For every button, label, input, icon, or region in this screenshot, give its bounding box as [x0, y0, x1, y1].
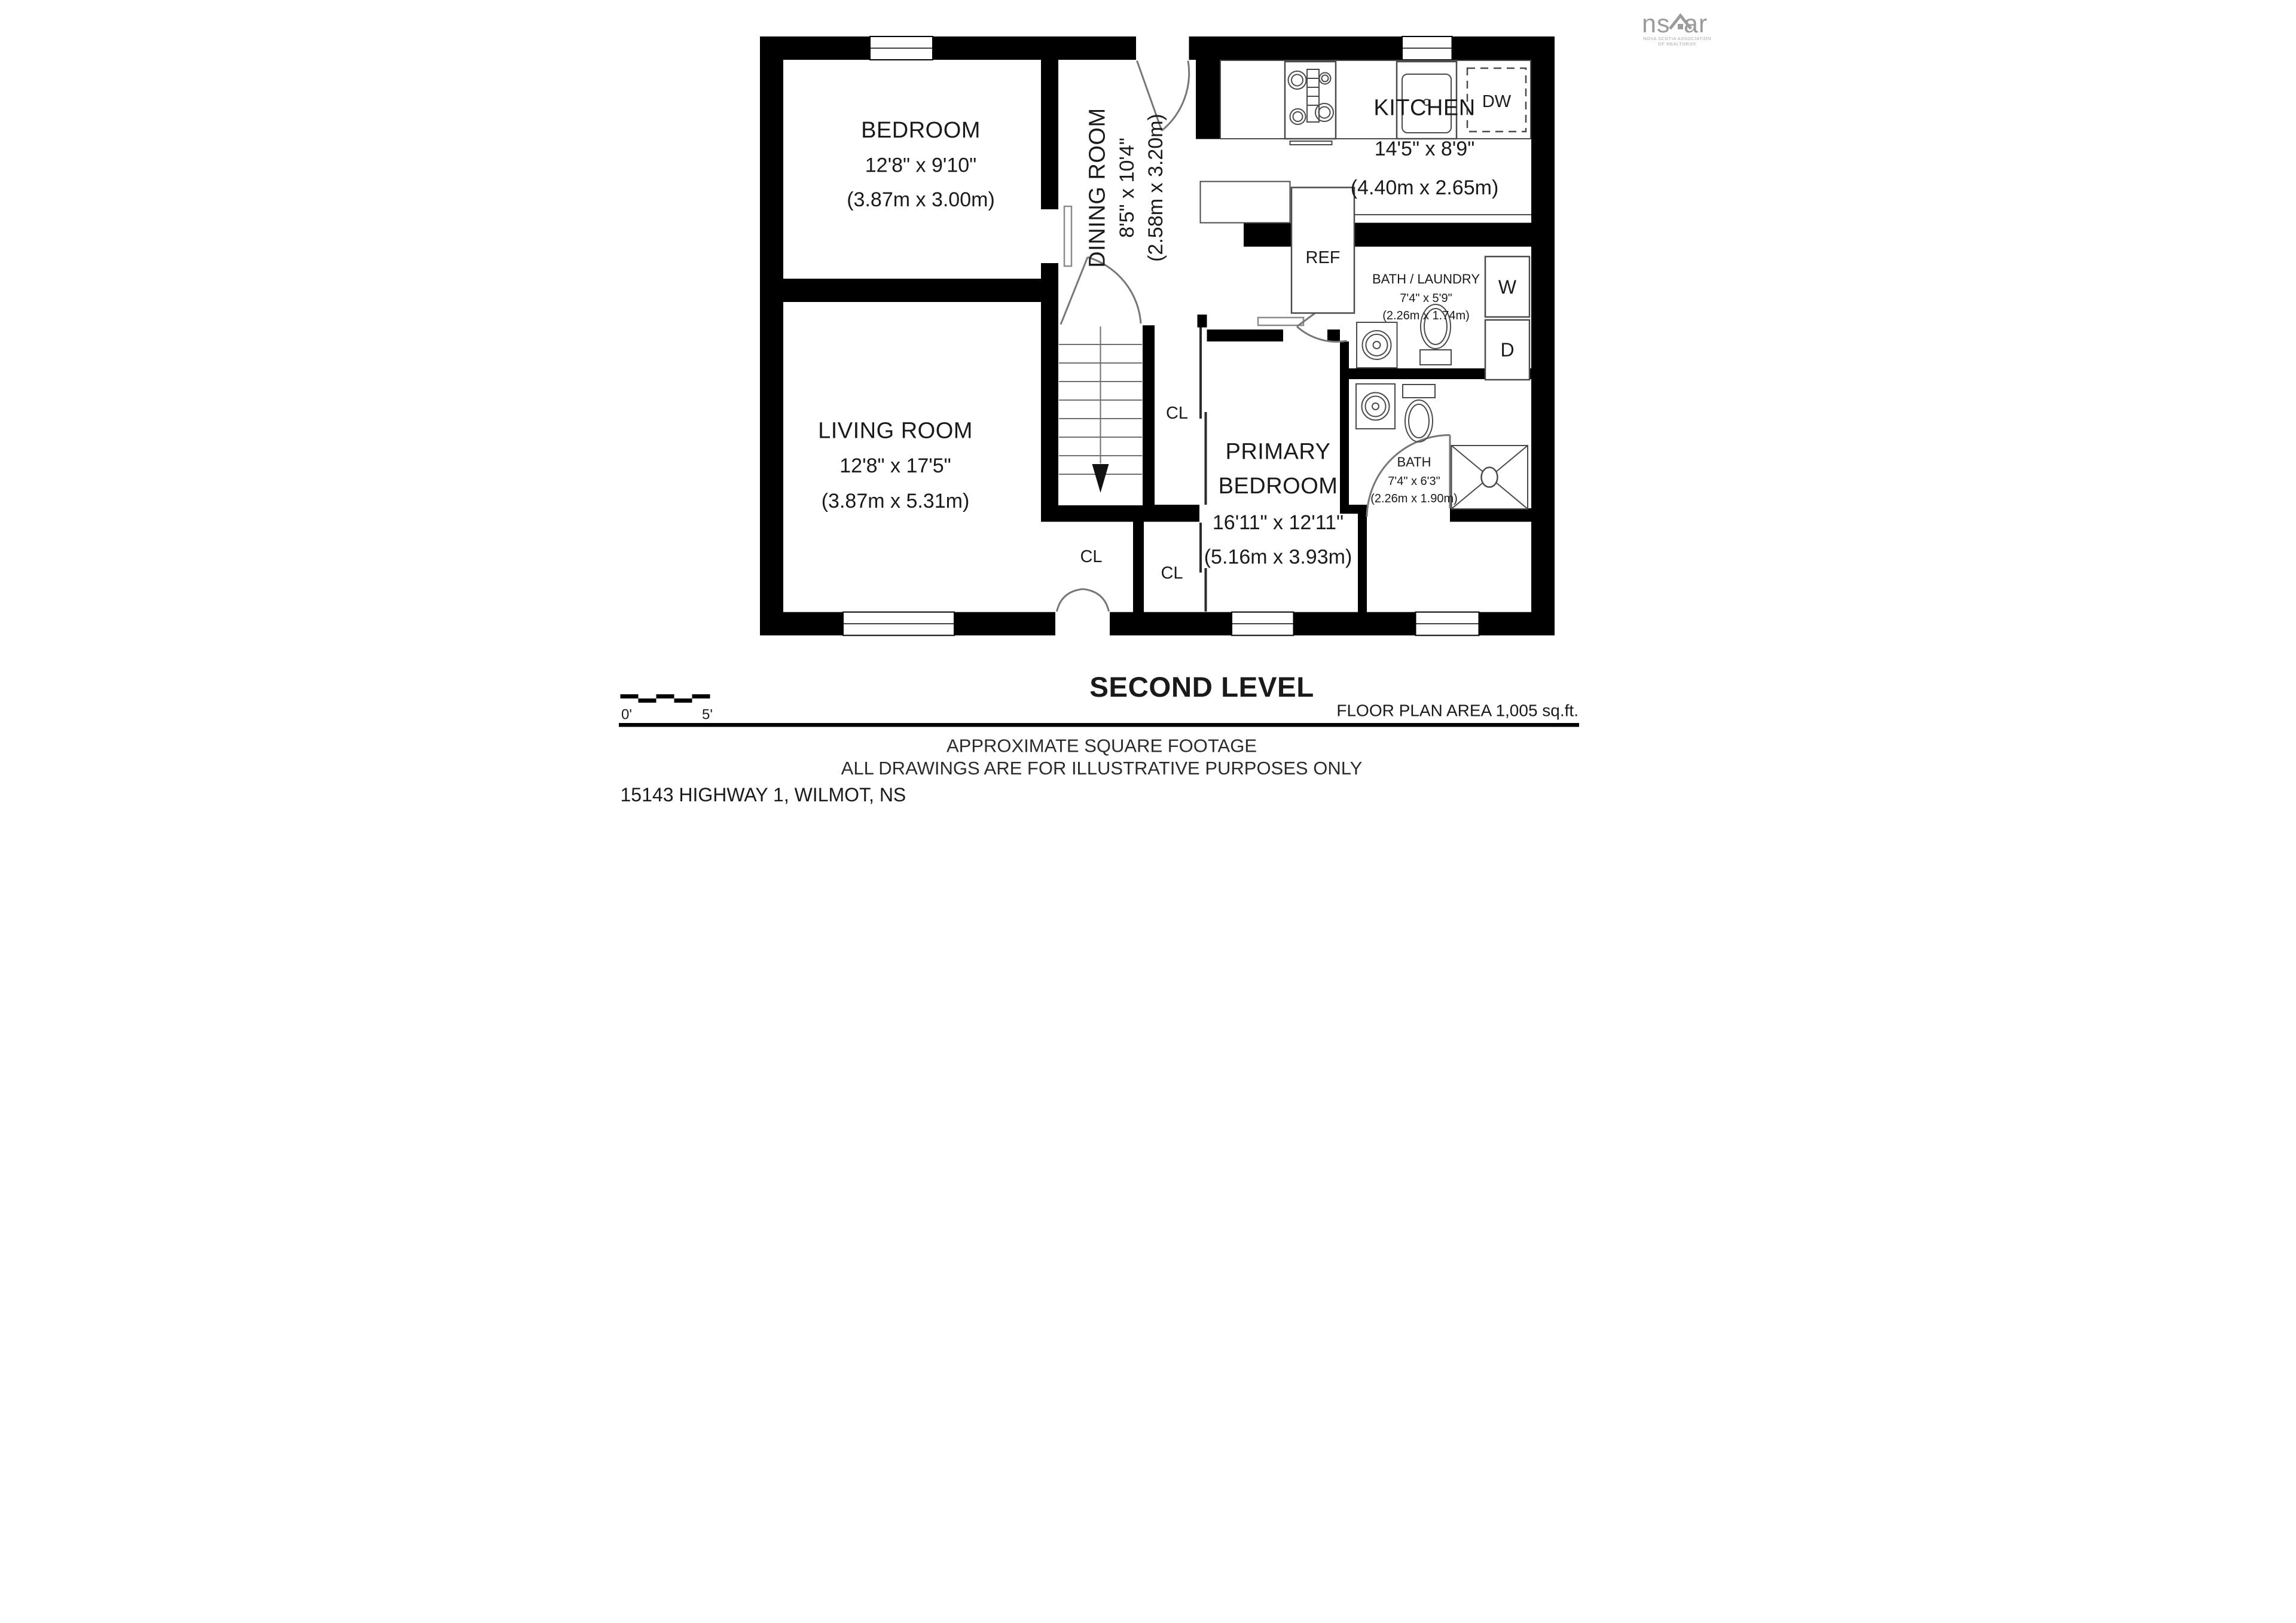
- wall-stair-south: [1041, 505, 1143, 522]
- window-living: [843, 612, 954, 636]
- dryer-icon: [1485, 320, 1529, 380]
- wall-bathlaundry-west-lower: [1340, 341, 1349, 368]
- primary-metric: (5.16m x 3.93m): [1204, 545, 1352, 569]
- primary-name-line1: PRIMARY: [1225, 439, 1331, 465]
- wall-right: [1531, 36, 1555, 636]
- wall-top-3: [1189, 36, 1403, 60]
- level-title: SECOND LEVEL: [1089, 672, 1314, 703]
- kitchen-dims: 14'5" x 8'9": [1374, 138, 1475, 160]
- wall-hall-bedroom-stub: [1327, 330, 1340, 341]
- wall-top-2: [933, 36, 1136, 60]
- wall-closet-divider: [1133, 522, 1144, 612]
- bath-dims: 7'4" x 6'3": [1388, 475, 1440, 488]
- logo-text-right: ar: [1684, 10, 1708, 38]
- wall-kitchen-south: [1244, 223, 1531, 247]
- primary-door-leaf: [1258, 318, 1303, 325]
- logo-text-left: ns: [1642, 10, 1671, 38]
- dishwasher-label: DW: [1482, 92, 1512, 111]
- wall-bottom-3: [1110, 612, 1232, 636]
- bedroom-door-leaf: [1064, 206, 1071, 266]
- wall-hall-bedroom: [1207, 330, 1284, 341]
- living-dims: 12'8" x 17'5": [839, 454, 951, 477]
- living-metric: (3.87m x 5.31m): [821, 490, 970, 512]
- primary-name-line2: BEDROOM: [1218, 474, 1338, 499]
- primary-dims: 16'11" x 12'11": [1212, 511, 1344, 534]
- refrigerator-label: REF: [1305, 248, 1341, 267]
- refrigerator-icon: [1292, 188, 1354, 313]
- wall-dining-kitchen: [1196, 60, 1220, 139]
- floor-plan-area-note: FLOOR PLAN AREA 1,005 sq.ft.: [1336, 701, 1578, 720]
- wall-stair-west: [1041, 302, 1058, 505]
- wall-bedroom-south: [783, 279, 1058, 302]
- closet3-label: CL: [1161, 563, 1183, 583]
- window-kitchen: [1402, 36, 1452, 60]
- logo-subtitle-1: NOVA SCOTIA ASSOCIATION: [1643, 36, 1711, 41]
- bath-laundry-metric: (2.26m x 1.74m): [1382, 309, 1470, 322]
- wall-bath-west-upper: [1340, 379, 1349, 505]
- bath-metric: (2.26m x 1.90m): [1370, 492, 1458, 505]
- wall-sliding-stub-top: [1198, 315, 1207, 328]
- dining-metric: (2.58m x 3.20m): [1144, 114, 1167, 262]
- bath-laundry-dims: 7'4" x 5'9": [1400, 292, 1452, 305]
- disclaimer-line1: APPROXIMATE SQUARE FOOTAGE: [946, 735, 1257, 756]
- logo-subtitle-2: OF REALTORS®: [1658, 41, 1696, 47]
- dining-dims: 8'5" x 10'4": [1116, 138, 1138, 238]
- washer-icon: [1485, 257, 1529, 317]
- floor-plan-canvas: [574, 0, 1722, 812]
- stove-icon: [1285, 62, 1336, 145]
- wall-bottom-2: [954, 612, 1055, 636]
- dryer-label: D: [1500, 339, 1515, 361]
- living-name: LIVING ROOM: [818, 418, 973, 444]
- dining-name: DINING ROOM: [1085, 108, 1110, 268]
- floor-plan-page: [574, 0, 1722, 812]
- divider-rule: [619, 723, 1579, 727]
- wall-bath-jog: [1340, 505, 1367, 514]
- window-primary-1: [1232, 612, 1294, 636]
- scale-five-label: 5': [702, 706, 713, 723]
- wall-left: [760, 36, 783, 636]
- wall-bottom-4: [1294, 612, 1416, 636]
- bath-laundry-name: BATH / LAUNDRY: [1372, 271, 1480, 286]
- kitchen-name: KITCHEN: [1373, 95, 1476, 121]
- bedroom-name: BEDROOM: [861, 118, 981, 143]
- wall-bath-west-lower: [1358, 514, 1367, 612]
- window-bedroom: [870, 36, 933, 60]
- wall-stair-east: [1143, 325, 1155, 505]
- scale-zero-label: 0': [621, 706, 632, 723]
- bedroom-dims: 12'8" x 9'10": [865, 154, 977, 177]
- bedroom-metric: (3.87m x 3.00m): [847, 188, 995, 211]
- wall-bedroom-east-upper: [1041, 60, 1058, 209]
- washer-label: W: [1498, 276, 1517, 298]
- bath-name: BATH: [1397, 454, 1431, 469]
- disclaimer-line2: ALL DRAWINGS ARE FOR ILLUSTRATIVE PURPOSES ONLY: [841, 758, 1363, 779]
- closet2-label: CL: [1080, 547, 1103, 566]
- wall-closet-mid: [1143, 505, 1199, 522]
- kitchen-metric: (4.40m x 2.65m): [1350, 176, 1499, 199]
- closet1-label: CL: [1165, 404, 1189, 423]
- wall-shower-south: [1450, 508, 1531, 522]
- address-line: 15143 HIGHWAY 1, WILMOT, NS: [620, 784, 906, 806]
- window-primary-2: [1416, 612, 1479, 636]
